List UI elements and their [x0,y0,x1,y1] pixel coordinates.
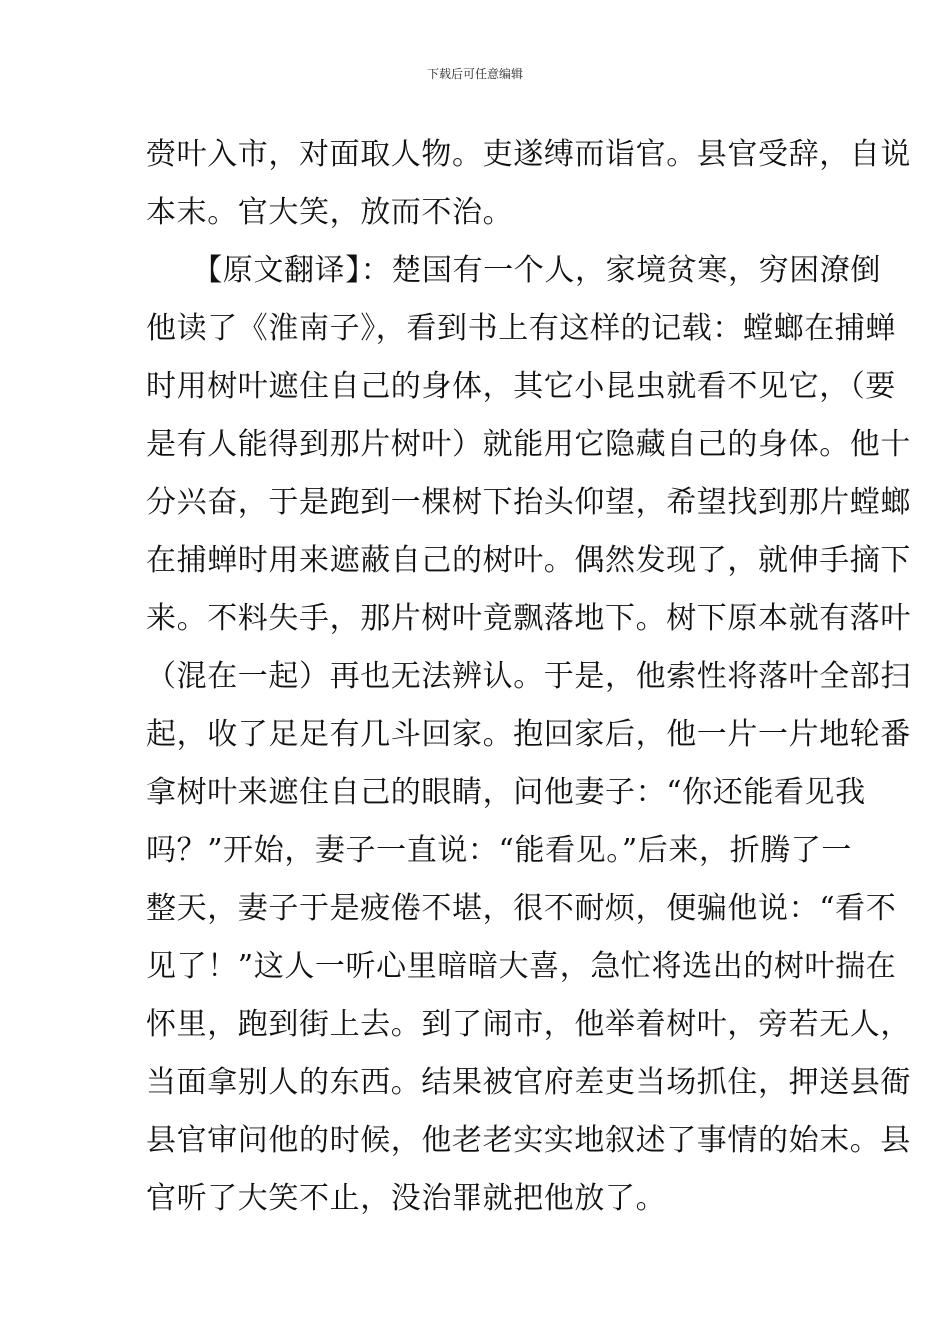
text-line: （混在一起）再也无法辨认。于是，他索性将落叶全部扫 [146,659,911,694]
text-line: 来。不料失手，那片树叶竟飘落地下。树下原本就有落叶 [146,601,911,636]
text-line: 县官审问他的时候，他老老实实地叙述了事情的始末。县 [146,1123,911,1158]
text-line: 吗？”开始，妻子一直说：“能看见。”后来，折腾了一 [146,833,853,868]
page-header: 下载后可任意编辑 [426,67,523,81]
text-line: 整天，妻子于是疲倦不堪，很不耐烦，便骗他说：“看不 [146,891,897,926]
text-line: 是有人能得到那片树叶）就能用它隐藏自己的身体。他十 [146,427,911,462]
text-line: 赍叶入市，对面取人物。吏遂缚而诣官。县官受辞，自说 [146,137,911,172]
text-line: 起，收了足足有几斗回家。抱回家后，他一片一片地轮番 [146,717,911,752]
text-line: 拿树叶来遮住自己的眼睛，问他妻子：“你还能看见我 [146,775,866,810]
text-line: 分兴奋，于是跑到一棵树下抬头仰望，希望找到那片螳螂 [146,485,911,520]
text-line: 本末。官大笑，放而不治。 [146,195,514,230]
text-line: 官听了大笑不止，没治罪就把他放了。 [146,1181,667,1216]
text-line: 【原文翻译】：楚国有一个人，家境贫寒，穷困潦倒 [146,253,881,288]
text-line: 时用树叶遮住自己的身体，其它小昆虫就看不见它，（要 [146,369,896,404]
text-line: 当面拿别人的东西。结果被官府差吏当场抓住，押送县衙 [146,1065,911,1100]
text-line: 见了！”这人一听心里暗暗大喜，急忙将选出的树叶揣在 [146,949,897,984]
text-line: 怀里，跑到街上去。到了闹市，他举着树叶，旁若无人， [146,1007,911,1042]
text-line: 在捕蝉时用来遮蔽自己的树叶。偶然发现了，就伸手摘下 [146,543,911,578]
body-text [146,126,911,1228]
text-line: 他读了《淮南子》，看到书上有这样的记载：螳螂在捕蝉 [146,311,896,346]
